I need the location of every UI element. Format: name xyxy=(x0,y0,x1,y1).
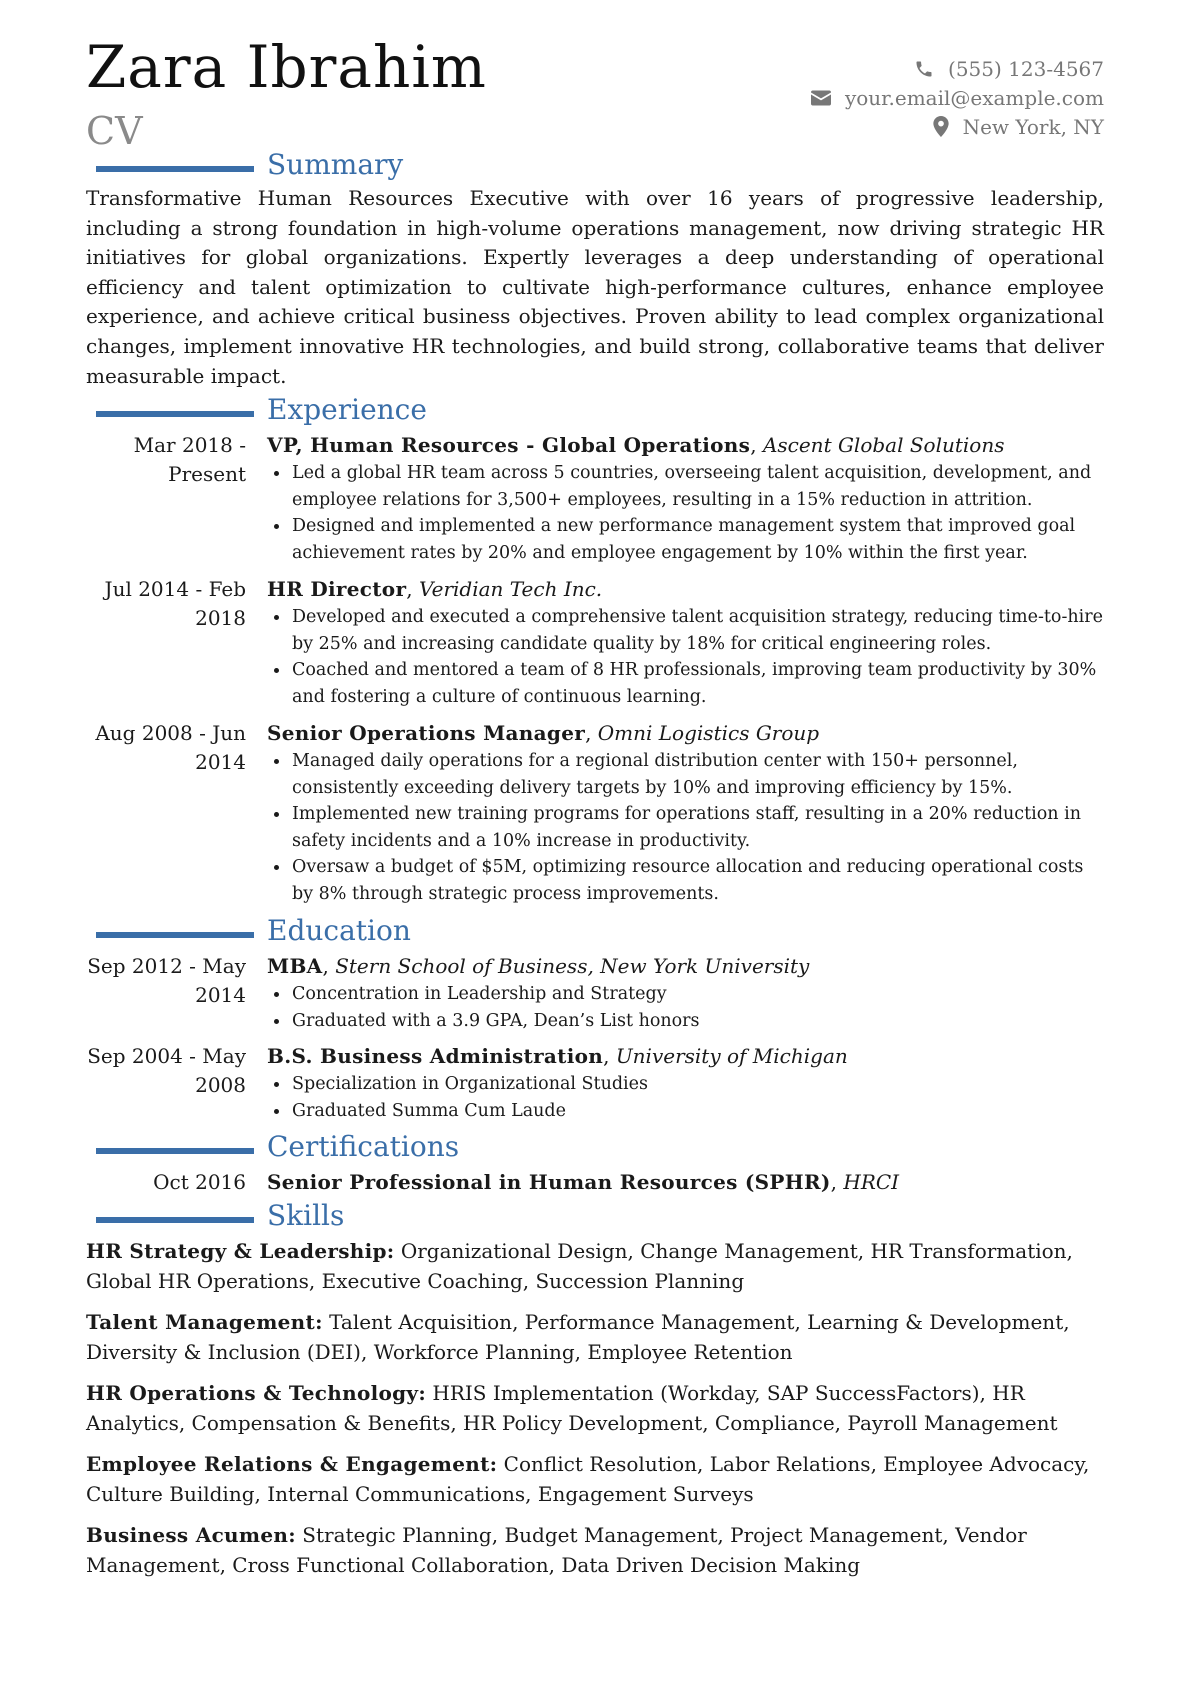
envelope-icon xyxy=(811,90,831,106)
education-list xyxy=(86,952,1104,1124)
summary-text: Transformative Human Resources Executive with over 16 years of progressive leadership, including a strong foundation in high-volume operations management, now driving strategic HR initiatives for global organizations. Expertly leverages a deep understanding of operational efficiency and talent optimization to cultivate high-performance cultures, enhance employee experience, and achieve critical business objectives. Proven ability to lead complex organizational changes, implement innovative HR technologies, and build strong, collaborative teams that deliver measurable impact. xyxy=(86,186,1104,388)
phone-icon xyxy=(914,59,934,79)
title-separator: , xyxy=(750,433,763,458)
bullet-item: Designed and implemented a new performance management system that improved goal achievement rates by 20% and employee engagement by 10% within the first year. xyxy=(267,513,1104,566)
entry-content xyxy=(267,431,1104,566)
bullet-item: Oversaw a budget of $5M, optimizing resource allocation and reducing operational costs by 8% through strategic process improvements. xyxy=(267,854,1104,907)
job-title: VP, Human Resources - Global Operations xyxy=(267,433,751,458)
school-name: Stern School of Business, New York University xyxy=(335,954,810,979)
skill-row xyxy=(86,1521,1104,1580)
section-title: Experience xyxy=(267,393,427,427)
email-link[interactable]: your.email@example.com xyxy=(844,85,1104,110)
date-end: 2014 xyxy=(195,750,246,775)
section-accent-bar xyxy=(96,932,254,938)
skill-values: Strategic Planning, Budget Management, Project Management, Vendor Management, Cross Functional Collaboration, Data Driven Decision Making xyxy=(86,1523,1027,1577)
experience-list xyxy=(86,431,1104,907)
entry-content xyxy=(267,575,1104,710)
skill-row xyxy=(86,1379,1104,1438)
skill-row xyxy=(86,1450,1104,1509)
entry-title xyxy=(267,575,1104,604)
certifications-heading xyxy=(86,1132,1104,1166)
bullet-item: Specialization in Organizational Studies xyxy=(267,1071,1104,1098)
section-title: Certifications xyxy=(267,1130,460,1164)
bullet-list xyxy=(267,981,1104,1034)
date-end: Present xyxy=(168,462,246,487)
entry-content xyxy=(267,1042,1104,1124)
entry-date xyxy=(86,431,267,566)
education-entry xyxy=(86,1042,1104,1124)
contact-phone xyxy=(811,54,1104,83)
skill-values: Talent Acquisition, Performance Management, Learning & Development, Diversity & Inclusion (DEI), Workforce Planning, Employee Retention xyxy=(86,1310,1070,1364)
title-separator: , xyxy=(406,577,419,602)
section-title: Skills xyxy=(267,1199,345,1233)
entry-title xyxy=(267,1042,1104,1071)
title-separator: , xyxy=(603,1044,616,1069)
issuer-name: HRCI xyxy=(843,1170,900,1195)
job-title: Senior Operations Manager xyxy=(267,721,586,746)
title-separator: , xyxy=(585,721,598,746)
contact-email xyxy=(811,83,1104,112)
entry-content xyxy=(267,1168,1104,1197)
section-title: Education xyxy=(267,914,411,948)
skill-category: Employee Relations & Engagement: xyxy=(86,1452,498,1477)
skill-values: Organizational Design, Change Management, HR Transformation, Global HR Operations, Executive Coaching, Succession Planning xyxy=(86,1239,1073,1293)
bullet-item: Developed and executed a comprehensive talent acquisition strategy, reducing time-to-hire by 25% and increasing candidate quality by 18% for critical engineering roles. xyxy=(267,604,1104,657)
date-start: Aug 2008 - Jun xyxy=(95,721,246,746)
degree-name: MBA xyxy=(267,954,323,979)
skill-values: Conflict Resolution, Labor Relations, Employee Advocacy, Culture Building, Internal Communications, Engagement Surveys xyxy=(86,1452,1090,1506)
bullet-list xyxy=(267,748,1104,907)
date-start: Sep 2004 - May xyxy=(87,1044,246,1069)
bullet-item: Graduated with a 3.9 GPA, Dean’s List honors xyxy=(267,1008,1104,1035)
school-name: University of Michigan xyxy=(615,1044,848,1069)
summary-heading xyxy=(86,150,1104,184)
document-type: CV xyxy=(86,109,143,153)
entry-date xyxy=(86,952,267,1034)
certification-name: Senior Professional in Human Resources (SPHR) xyxy=(267,1170,831,1195)
section-accent-bar xyxy=(96,166,254,172)
entry-date: Oct 2016 xyxy=(153,1170,246,1195)
skills-heading xyxy=(86,1201,1104,1235)
company-name: Ascent Global Solutions xyxy=(762,433,1005,458)
date-end: 2018 xyxy=(195,606,246,631)
date-start: Sep 2012 - May xyxy=(87,954,246,979)
bullet-item: Coached and mentored a team of 8 HR professionals, improving team productivity by 30% and fostering a culture of continuous learning. xyxy=(267,657,1104,710)
bullet-item: Implemented new training programs for operations staff, resulting in a 20% reduction in safety incidents and a 10% increase in productivity. xyxy=(267,801,1104,854)
entry-title xyxy=(267,719,1104,748)
contact-location xyxy=(811,112,1104,141)
location-text: New York, NY xyxy=(962,114,1104,139)
company-name: Veridian Tech Inc. xyxy=(419,577,603,602)
map-pin-icon xyxy=(933,116,949,137)
experience-heading xyxy=(86,395,1104,429)
skill-row xyxy=(86,1308,1104,1367)
title-separator: , xyxy=(322,954,336,979)
date-end: 2008 xyxy=(195,1073,246,1098)
entry-date xyxy=(86,575,267,710)
education-heading xyxy=(86,916,1104,950)
title-separator: , xyxy=(830,1170,844,1195)
company-name: Omni Logistics Group xyxy=(597,721,820,746)
contact-block xyxy=(811,54,1104,141)
skill-category: HR Strategy & Leadership: xyxy=(86,1239,395,1264)
job-title: HR Director xyxy=(267,577,407,602)
skill-category: Talent Management: xyxy=(86,1310,323,1335)
bullet-list xyxy=(267,460,1104,566)
section-accent-bar xyxy=(96,411,254,417)
entry-date xyxy=(86,719,267,907)
entry-title xyxy=(267,431,1104,460)
entry-title xyxy=(267,952,1104,981)
skill-row xyxy=(86,1237,1104,1296)
bullet-list xyxy=(267,1071,1104,1124)
degree-name: B.S. Business Administration xyxy=(267,1044,604,1069)
date-end: 2014 xyxy=(195,983,246,1008)
skill-category: HR Operations & Technology: xyxy=(86,1381,427,1406)
skill-category: Business Acumen: xyxy=(86,1523,296,1548)
entry-title xyxy=(267,1168,1104,1197)
section-accent-bar xyxy=(96,1217,254,1223)
skill-values: HRIS Implementation (Workday, SAP SuccessFactors), HR Analytics, Compensation & Benefits, HR Policy Development, Compliance, Payroll Management xyxy=(86,1381,1058,1435)
certification-entry xyxy=(86,1168,1104,1197)
experience-entry xyxy=(86,431,1104,566)
entry-content xyxy=(267,952,1104,1034)
date-start: Jul 2014 - Feb xyxy=(104,577,246,602)
section-accent-bar xyxy=(96,1148,254,1154)
entry-content xyxy=(267,719,1104,907)
experience-entry xyxy=(86,719,1104,907)
bullet-list xyxy=(267,604,1104,710)
date-start: Mar 2018 - xyxy=(133,433,246,458)
experience-entry xyxy=(86,575,1104,710)
cv-header xyxy=(86,0,1104,153)
entry-date xyxy=(86,1042,267,1124)
bullet-item: Managed daily operations for a regional distribution center with 150+ personnel, consistently exceeding delivery targets by 10% and improving efficiency by 15%. xyxy=(267,748,1104,801)
bullet-item: Concentration in Leadership and Strategy xyxy=(267,981,1104,1008)
person-name: Zara Ibrahim xyxy=(86,33,487,101)
bullet-item: Graduated Summa Cum Laude xyxy=(267,1098,1104,1125)
section-title: Summary xyxy=(267,148,404,181)
education-entry xyxy=(86,952,1104,1034)
skills-list xyxy=(86,1237,1104,1580)
bullet-item: Led a global HR team across 5 countries, overseeing talent acquisition, development, and employee relations for 3,500+ employees, resulting in a 15% reduction in attrition. xyxy=(267,460,1104,513)
phone-text: (555) 123-4567 xyxy=(948,56,1104,81)
